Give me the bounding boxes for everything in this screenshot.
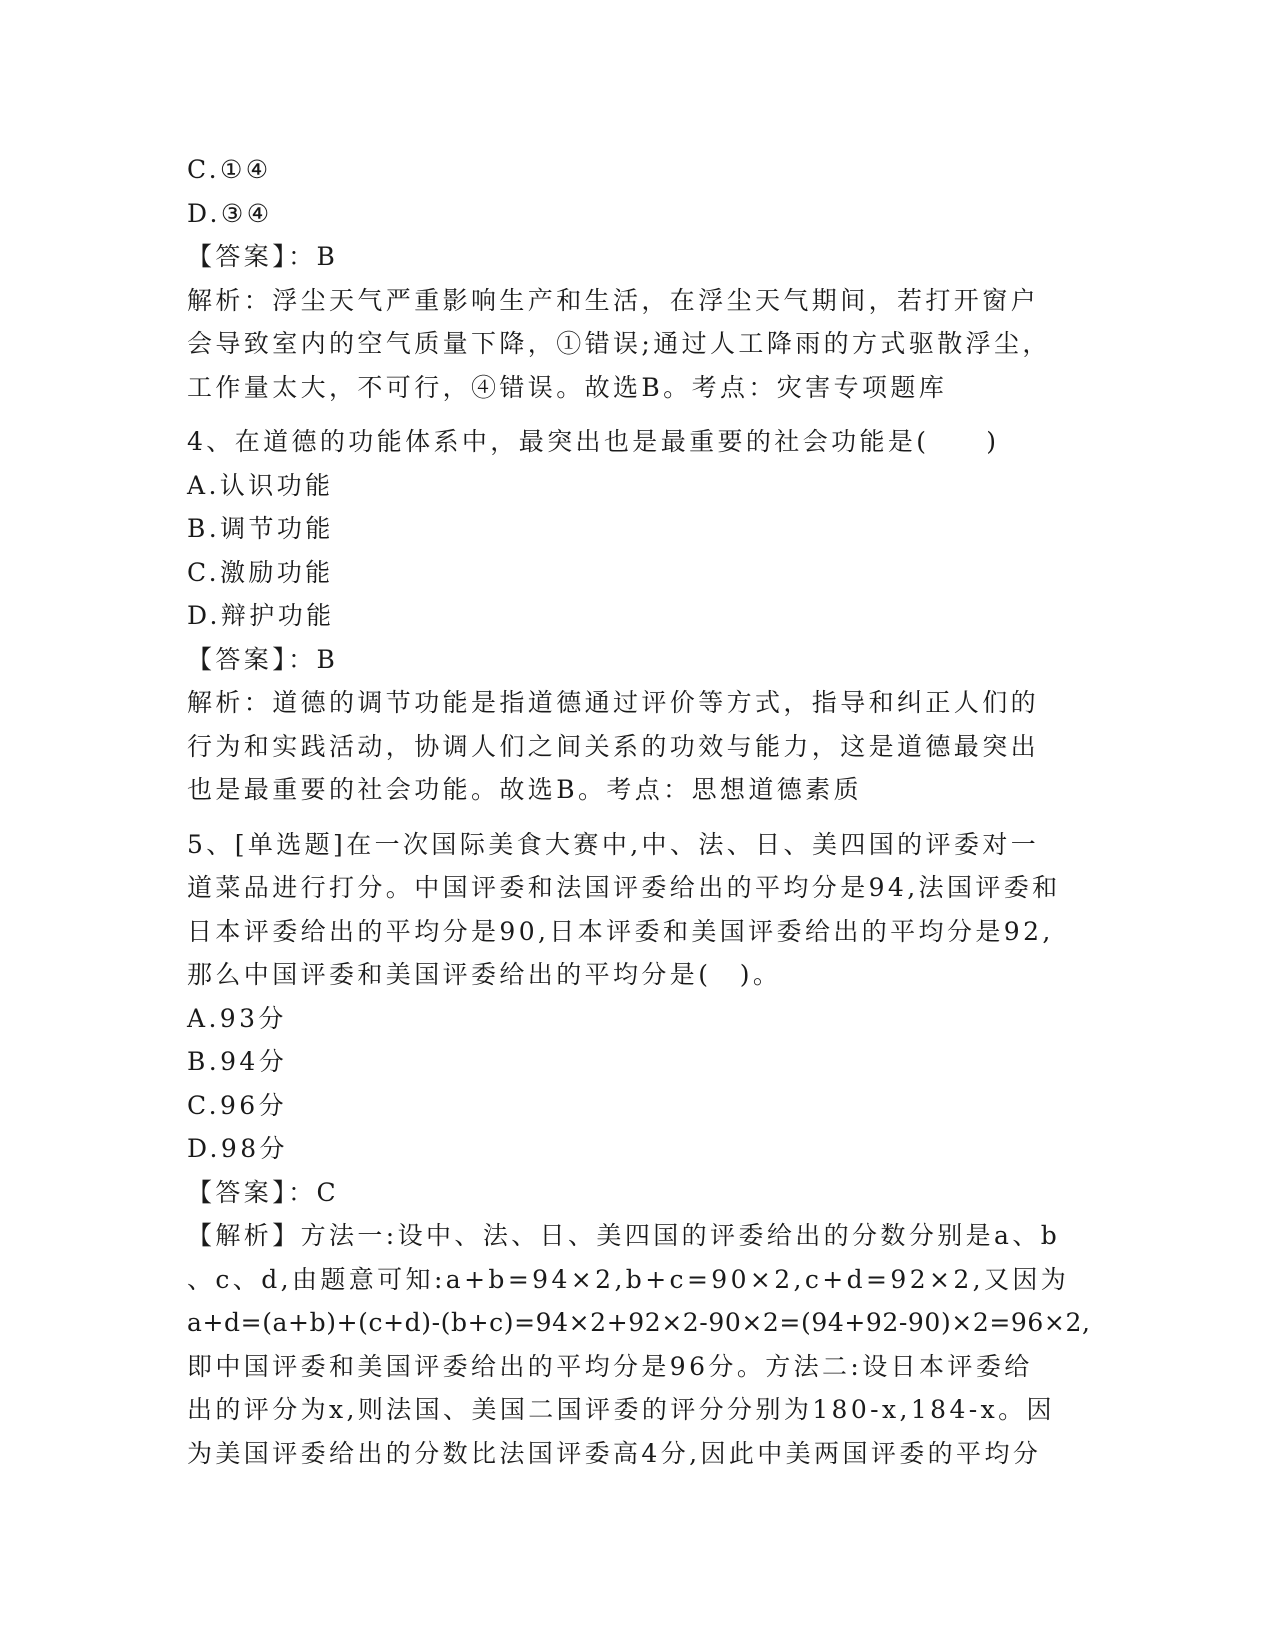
- q5-analysis-line: 【解析】方法一:设中、法、日、美四国的评委给出的分数分别是a、b: [187, 1221, 1061, 1250]
- q4-option-a: A.认识功能: [187, 470, 334, 500]
- q5-analysis-line: 、c、d,由题意可知:a+b=94×2,b+c=90×2,c+d=92×2,又因为: [187, 1264, 1070, 1294]
- q5-analysis-line: 为美国评委给出的分数比法国评委高4分,因此中美两国评委的平均分: [187, 1438, 1042, 1468]
- q3-option-d: D.③④: [187, 198, 273, 228]
- q4-option-c: C.激励功能: [187, 557, 334, 587]
- question-5-section: [187, 823, 1091, 1476]
- q3-analysis-line: 解析：浮尘天气严重影响生产和生活，在浮尘天气期间，若打开窗户: [187, 285, 1040, 315]
- q5-analysis-line: 即中国评委和美国评委给出的平均分是96分。方法二:设日本评委给: [187, 1351, 1033, 1381]
- question-4-section: [187, 420, 1087, 812]
- q3-analysis-line: 工作量太大，不可行，④错误。故选B。考点：灾害专项题库: [187, 372, 948, 402]
- q4-answer: 【答案】：B: [187, 644, 339, 674]
- section-gap: [187, 812, 1087, 823]
- q5-question-line: 那么中国评委和美国评委给出的平均分是( )。: [187, 960, 782, 989]
- q5-question-line: 5、[单选题]在一次国际美食大赛中,中、法、日、美四国的评委对一: [187, 829, 1040, 859]
- q3-answer: 【答案】：B: [187, 242, 339, 271]
- q4-analysis-line: 行为和实践活动，协调人们之间关系的功效与能力，这是道德最突出: [187, 731, 1040, 761]
- q3-analysis-line: 会导致室内的空气质量下降，①错误;通过人工降雨的方式驱散浮尘，: [187, 329, 1051, 358]
- q4-option-b: B.调节功能: [187, 514, 334, 543]
- q5-question-line: 日本评委给出的平均分是90,日本评委和美国评委给出的平均分是92,: [187, 916, 1054, 946]
- q5-analysis-formula-line: a+d=(a+b)+(c+d)-(b+c)=94×2+92×2-90×2=(94+92-90)×2=96×2,: [187, 1308, 1091, 1337]
- document-content: [187, 148, 1091, 1475]
- question-3-section: [187, 148, 1087, 409]
- section-gap: [187, 409, 1087, 420]
- q5-option-b: B.94分: [187, 1047, 288, 1076]
- q4-analysis-line: 解析：道德的调节功能是指道德通过评价等方式，指导和纠正人们的: [187, 688, 1040, 717]
- q4-option-d: D.辩护功能: [187, 601, 335, 630]
- q5-answer: 【答案】：C: [187, 1177, 340, 1207]
- q3-option-c: C.①④: [187, 155, 272, 184]
- q5-option-d: D.98分: [187, 1134, 288, 1163]
- q4-question: 4、在道德的功能体系中，最突出也是最重要的社会功能是( ): [187, 427, 1000, 456]
- q5-analysis-line: 出的评分为x,则法国、美国二国评委的评分分别为180-x,184-x。因: [187, 1395, 1055, 1424]
- q5-option-a: A.93分: [187, 1003, 287, 1033]
- q5-option-c: C.96分: [187, 1090, 287, 1120]
- q5-question-line: 道菜品进行打分。中国评委和法国评委给出的平均分是94,法国评委和: [187, 873, 1061, 902]
- q4-analysis-line: 也是最重要的社会功能。故选B。考点：思想道德素质: [187, 775, 862, 804]
